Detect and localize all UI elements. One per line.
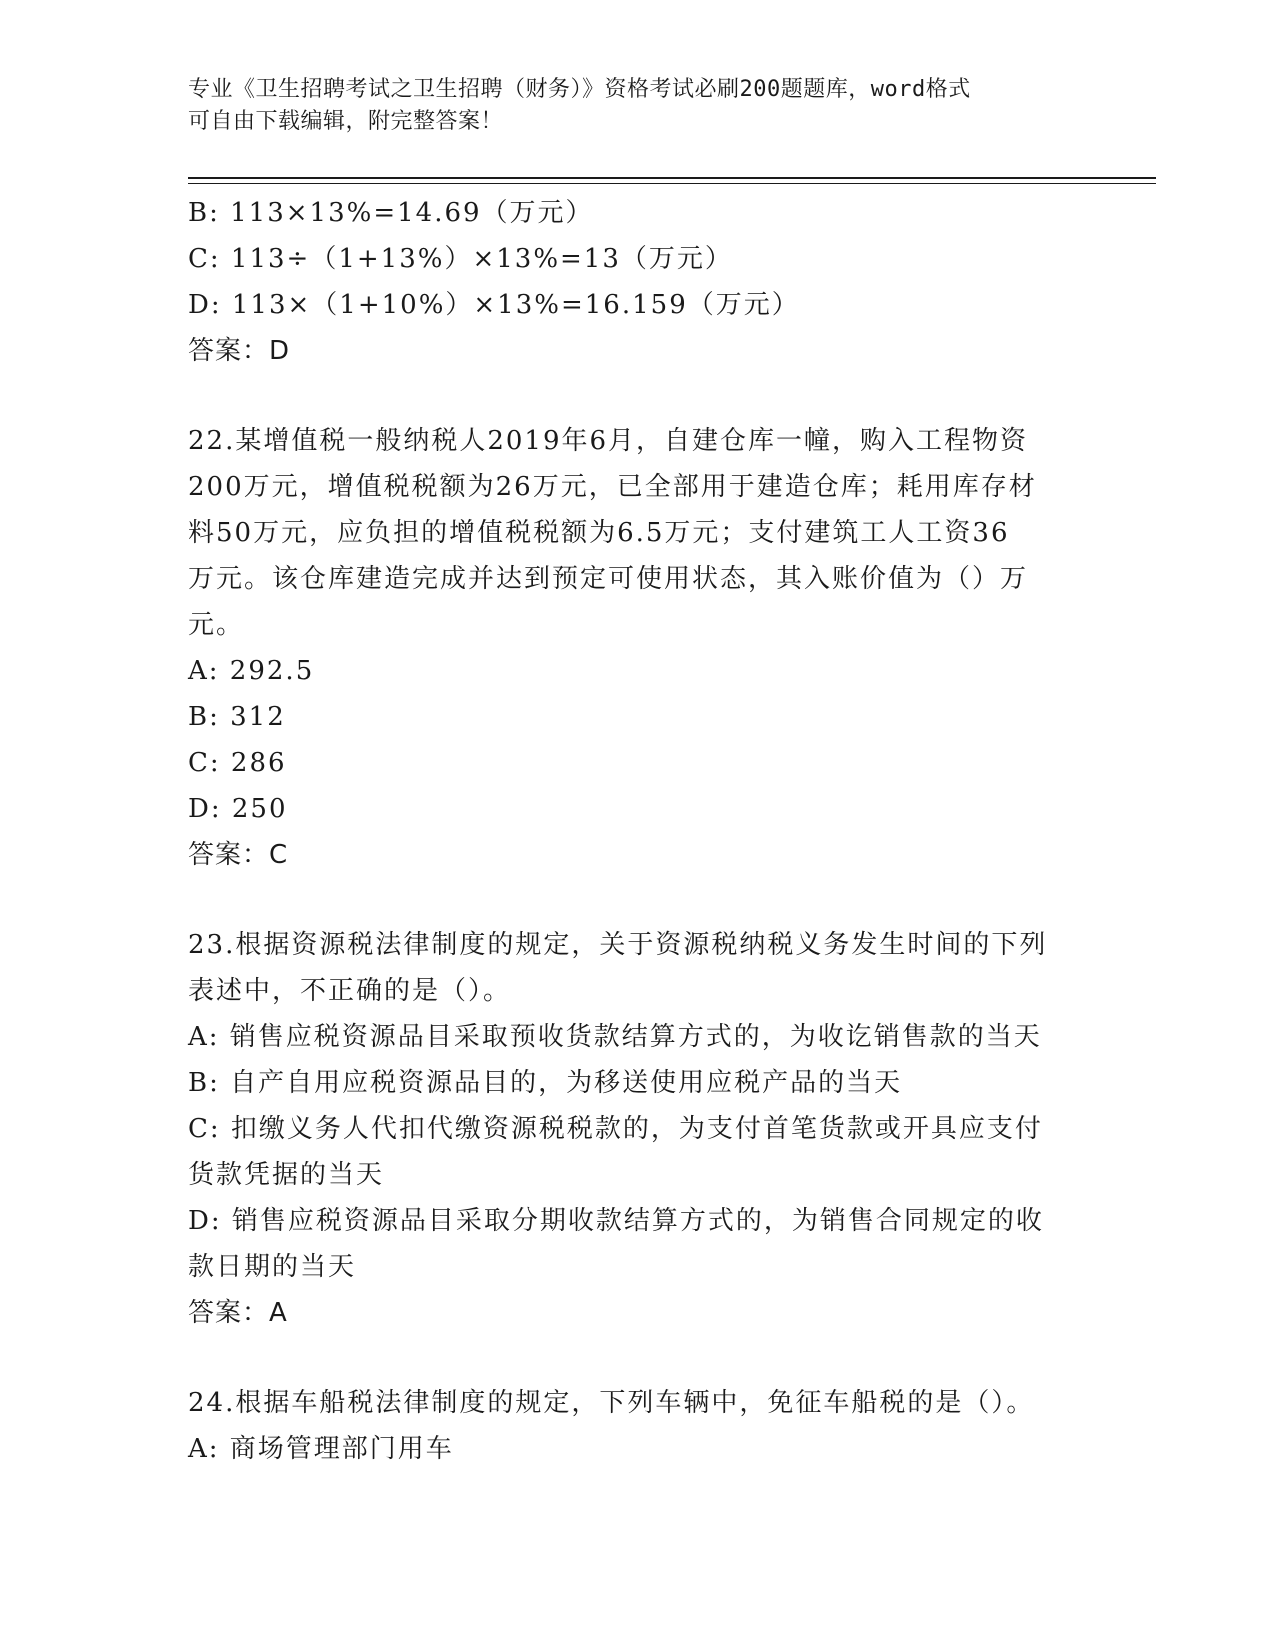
q23-option-d-line: D: 销售应税资源品目采取分期收款结算方式的，为销售合同规定的收 <box>188 1206 1044 1236</box>
q22-stem-line: 料50万元，应负担的增值税税额为6.5万元；支付建筑工人工资36 <box>188 518 1010 548</box>
q22-answer: 答案：C <box>188 840 289 870</box>
q23-option-b: B: 自产自用应税资源品目的，为移送使用应税产品的当天 <box>188 1068 903 1098</box>
q21-option-c: C: 113÷（1+13%）×13%=13（万元） <box>188 244 733 274</box>
header-line-1: 专业《卫生招聘考试之卫生招聘（财务）》资格考试必刷200题题库，word格式 <box>188 77 971 102</box>
header-divider-thick <box>188 177 1156 179</box>
q23-option-a: A: 销售应税资源品目采取预收货款结算方式的，为收讫销售款的当天 <box>188 1022 1042 1052</box>
q24-stem: 24.根据车船税法律制度的规定，下列车辆中，免征车船税的是（）。 <box>188 1388 1035 1418</box>
q22-stem-line: 万元。该仓库建造完成并达到预定可使用状态，其入账价值为（）万 <box>188 564 1029 594</box>
q21-option-d: D: 113×（1+10%）×13%=16.159（万元） <box>188 290 800 320</box>
question-content <box>188 190 1088 1472</box>
q24-option-a: A: 商场管理部门用车 <box>188 1434 454 1464</box>
q23-stem-line: 表述中，不正确的是（）。 <box>188 976 512 1006</box>
q22-stem-line: 22.某增值税一般纳税人2019年6月，自建仓库一幢，购入工程物资 <box>188 426 1029 456</box>
q22-option-c: C: 286 <box>188 748 287 778</box>
q23-answer: 答案：A <box>188 1298 288 1328</box>
q21-option-b: B: 113×13%=14.69（万元） <box>188 198 594 228</box>
q22-option-a: A: 292.5 <box>188 656 315 686</box>
header-line-2: 可自由下载编辑，附完整答案！ <box>188 109 504 134</box>
q23-option-d-line: 款日期的当天 <box>188 1252 357 1282</box>
header-divider-thin <box>188 183 1156 184</box>
q23-option-c-line: 货款凭据的当天 <box>188 1160 385 1190</box>
q22-option-d: D: 250 <box>188 794 288 824</box>
q22-stem-line: 200万元，增值税税额为26万元，已全部用于建造仓库；耗用库存材 <box>188 472 1037 502</box>
document-header <box>188 74 1088 138</box>
q22-stem-line: 元。 <box>188 610 245 640</box>
q23-option-c-line: C: 扣缴义务人代扣代缴资源税税款的，为支付首笔货款或开具应支付 <box>188 1114 1043 1144</box>
q23-stem-line: 23.根据资源税法律制度的规定，关于资源税纳税义务发生时间的下列 <box>188 930 1048 960</box>
q21-answer: 答案：D <box>188 336 291 366</box>
q22-option-b: B: 312 <box>188 702 286 732</box>
